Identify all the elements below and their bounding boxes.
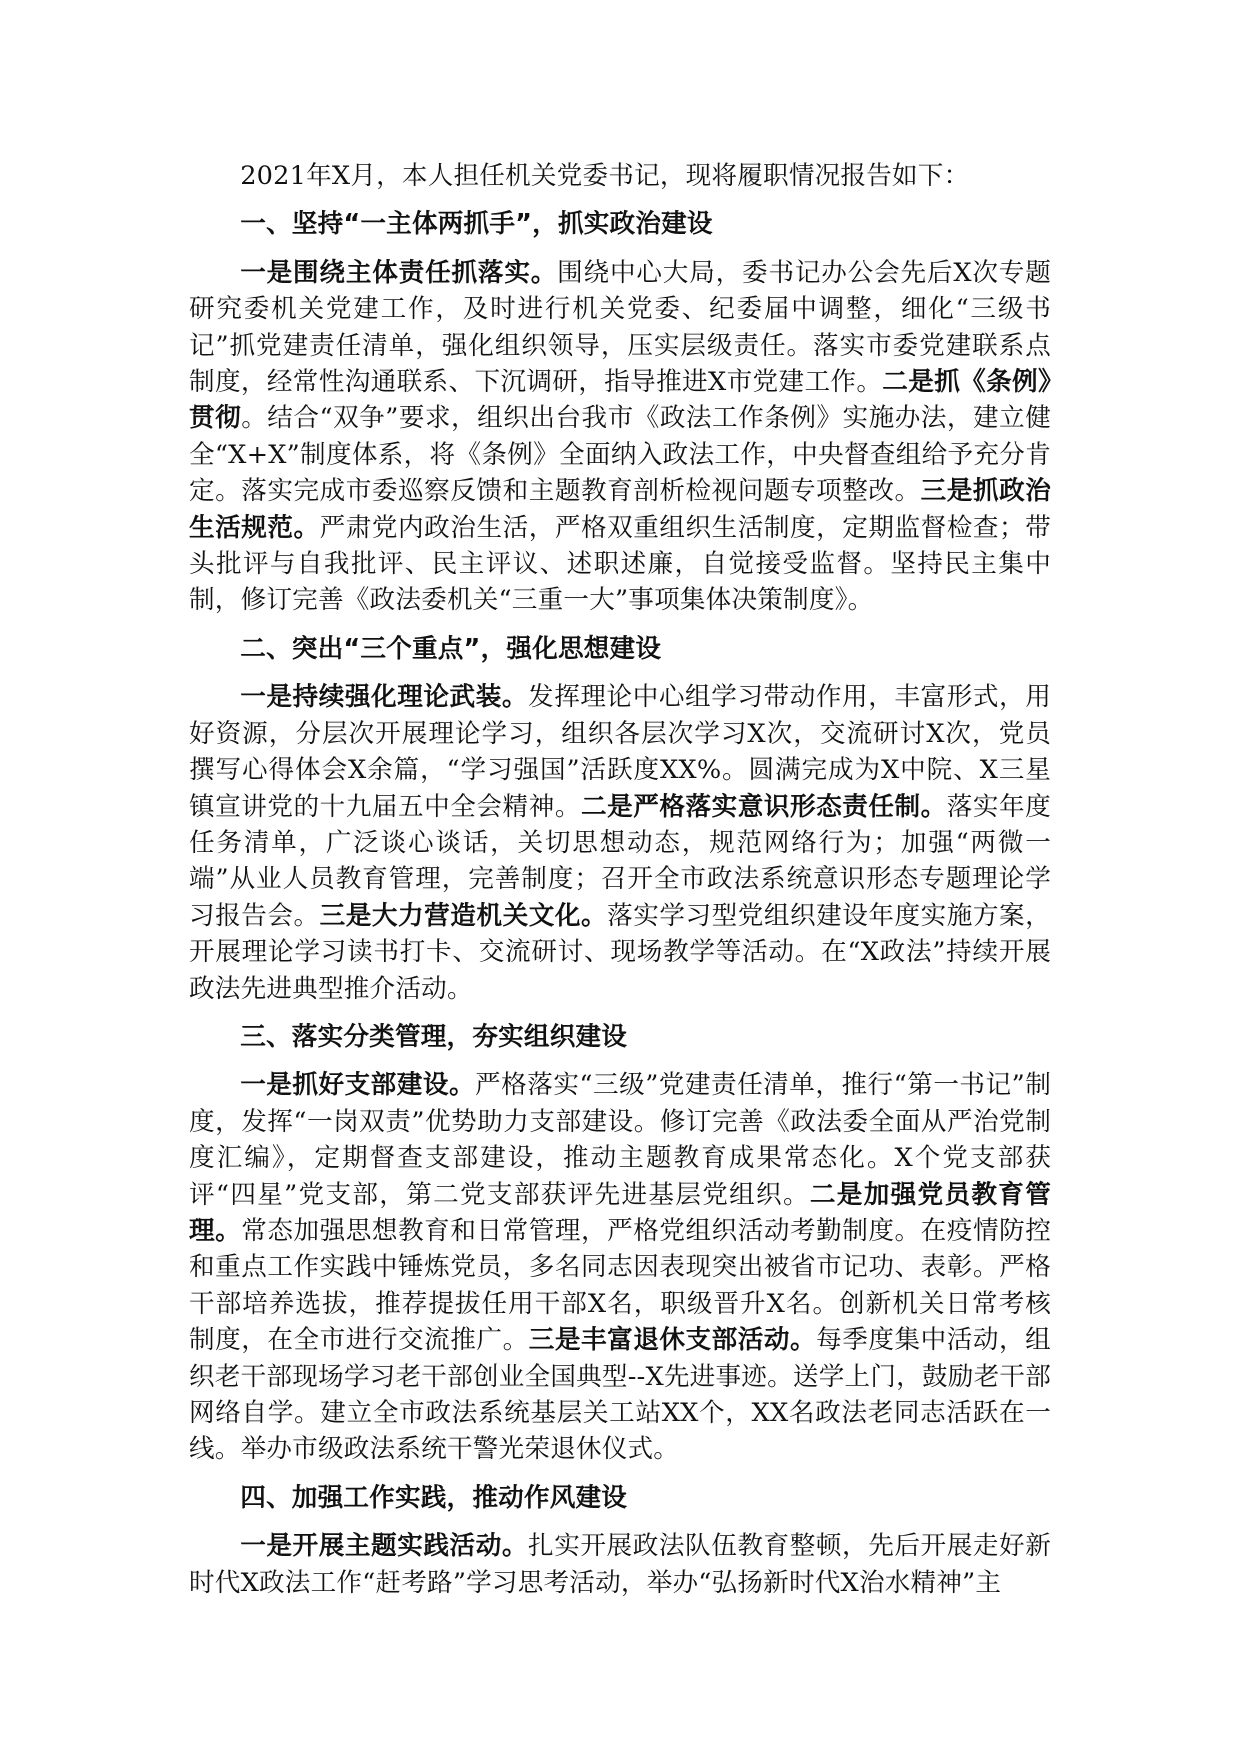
lead-phrase: 一是围绕主体责任抓落实。 — [240, 257, 558, 288]
section-heading-2: 二、突出“三个重点”，强化思想建设 — [240, 633, 662, 664]
section-paragraph-4 — [189, 1528, 1051, 1601]
body-text: 落实年度任务清单，广泛谈心谈话，关切思想动态，规范网络行为；加强“两微一端”从业人员教育管理，完善制度；召开全市政法系统意识形态专题理论学习报告会。 — [189, 791, 1051, 931]
section-paragraph-3 — [189, 1067, 1051, 1467]
body-text: 扎实开展政法队伍教育整顿，先后开展走好新时代X政法工作“赶考路”学习思考活动，举办“弘扬新时代X治水精神”主 — [189, 1531, 1051, 1598]
lead-phrase: 三是抓政治生活规范。 — [189, 476, 1051, 543]
body-text: 围绕中心大局，委书记办公会先后X次专题研究委机关党建工作，及时进行机关党委、纪委届中调整，细化“三级书记”抓党建责任清单，强化组织领导，压实层级责任。落实市委党建联系点制度，经常性沟通联系、下沉调研，指导推进X市党建工作。 — [189, 257, 1051, 398]
section-paragraph-2 — [189, 679, 1051, 1007]
document-body — [189, 158, 1051, 1613]
section-paragraph-1 — [189, 255, 1051, 619]
section-heading-3: 三、落实分类管理，夯实组织建设 — [240, 1021, 628, 1052]
body-text: 落实学习型党组织建设年度实施方案，开展理论学习读书打卡、交流研讨、现场教学等活动。在“X政法”持续开展政法先进典型推介活动。 — [189, 900, 1051, 1004]
section-heading-1: 一、坚持“一主体两抓手”，抓实政治建设 — [240, 209, 713, 240]
lead-phrase: 二是严格落实意识形态责任制。 — [580, 791, 947, 822]
body-text: 严格落实“三级”党建责任清单，推行“第一书记”制度，发挥“一岗双责”优势助力支部建设。修订完善《政法委全面从严治党制度汇编》，定期督查支部建设，推动主题教育成果常态化。X个党支部获评“四星”党支部，第二党支部获评先进基层党组织。 — [189, 1070, 1051, 1210]
body-text: 常态加强思想教育和日常管理，严格党组织活动考勤制度。在疫情防控和重点工作实践中锤炼党员，多名同志因表现突出被省市记功、表彰。严格干部培养选拔，推荐提拔任用干部X名，职级晋升X名。创新机关日常考核制度，在全市进行交流推广。 — [189, 1215, 1051, 1356]
lead-phrase: 一是持续强化理论武装。 — [240, 682, 529, 713]
intro-paragraph: 2021年X月，本人担任机关党委书记，现将履职情况报告如下： — [240, 161, 970, 191]
lead-phrase: 三是丰富退休支部活动。 — [528, 1325, 817, 1356]
body-text: 严肃党内政治生活，严格双重组织生活制度，定期监督检查；带头批评与自我批评、民主评议、述职述廉，自觉接受监督。坚持民主集中制，修订完善《政法委机关“三重一大”事项集体决策制度》。 — [189, 512, 1051, 616]
body-text: 每季度集中活动，组织老干部现场学习老干部创业全国典型--X先进事迹。送学上门，鼓励老干部网络自学。建立全市政法系统基层关工站XX个，XX名政法老同志活跃在一线。举办市级政法系统干警光荣退休仪式。 — [189, 1325, 1051, 1465]
lead-phrase: 一是开展主题实践活动。 — [240, 1531, 529, 1562]
body-text: 。结合“双争”要求，组织出台我市《政法工作条例》实施办法，建立健全“X+X”制度体系，将《条例》全面纳入政法工作，中央督查组给予充分肯定。落实完成市委巡察反馈和主题教育剖析检视问题专项整改。 — [189, 403, 1051, 507]
lead-phrase: 三是大力营造机关文化。 — [319, 900, 608, 931]
lead-phrase: 一是抓好支部建设。 — [240, 1070, 476, 1101]
lead-phrase: 二是抓《条例》贯彻 — [189, 367, 1051, 434]
lead-phrase: 二是加强党员教育管理。 — [189, 1179, 1051, 1246]
section-heading-4: 四、加强工作实践，推动作风建设 — [240, 1482, 628, 1513]
body-text: 发挥理论中心组学习带动作用，丰富形式，用好资源，分层次开展理论学习，组织各层次学习X次，交流研讨X次，党员撰写心得体会X余篇，“学习强国”活跃度XX%。圆满完成为X中院、X三星镇宣讲党的十九届五中全会精神。 — [189, 682, 1051, 822]
